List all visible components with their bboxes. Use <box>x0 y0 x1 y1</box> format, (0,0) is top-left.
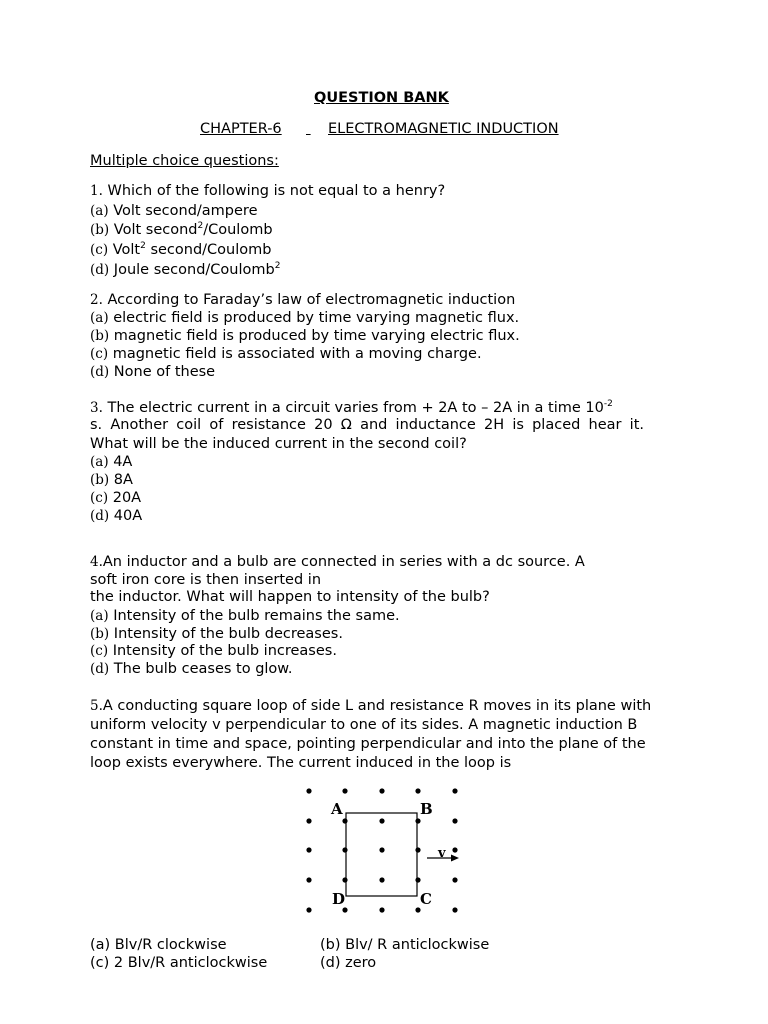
section-heading: Multiple choice questions: <box>90 153 279 169</box>
option-label: (d) <box>90 508 110 524</box>
loop-diagram <box>296 778 472 920</box>
page-title: QUESTION BANK <box>314 90 449 106</box>
option-label: (d) <box>90 364 110 380</box>
option-text: Volt second/ampere <box>113 203 258 219</box>
question-number: 5. <box>90 698 103 714</box>
question-3-line-2: s. Another coil of resistance 20 Ω and inductance 2H is placed hear it. <box>90 417 644 433</box>
option-text: magnetic field is associated with a moving charge. <box>112 346 482 362</box>
question-4 <box>90 554 585 570</box>
option-label: (c) <box>90 643 109 659</box>
option-label: (b) <box>90 222 110 238</box>
question-text: According to Faraday’s law of electromagnetic induction <box>107 292 516 308</box>
question-4-line-2: soft iron core is then inserted in <box>90 572 322 588</box>
option-text: Intensity of the bulb remains the same. <box>113 608 400 624</box>
question-1 <box>90 183 445 199</box>
q5-option-b: (b) Blv/ R anticlockwise <box>320 937 490 953</box>
q3-option-d <box>90 508 142 524</box>
option-label: (c) <box>90 346 109 362</box>
option-text: The bulb ceases to glow. <box>113 661 293 677</box>
question-text: The electric current in a circuit varies from + 2A to – 2A in a time $10^{-2}$ <box>107 399 613 416</box>
question-4-line-3: the inductor. What will happen to intensity of the bulb? <box>90 589 490 605</box>
corner-label-c: C <box>420 890 432 908</box>
option-text: electric field is produced by time varying magnetic flux. <box>113 310 520 326</box>
option-text: Intensity of the bulb decreases. <box>113 626 343 642</box>
option-label: (a) <box>90 608 109 624</box>
question-5-line-4: loop exists everywhere. The current induced in the loop is <box>90 755 512 771</box>
option-text: Volt second$^2$/Coulomb <box>113 221 273 238</box>
option-text: 4A <box>113 454 133 470</box>
option-text: Volt$^2$ second/Coulomb <box>112 241 272 258</box>
field-dots <box>306 788 457 912</box>
option-text: 8A <box>113 472 133 488</box>
option-label: (b) <box>90 626 110 642</box>
q2-option-b <box>90 328 520 344</box>
option-label: (a) <box>90 454 109 470</box>
q3-option-c <box>90 490 141 506</box>
question-2 <box>90 292 515 308</box>
question-number: 3. <box>90 400 103 416</box>
q1-option-a <box>90 203 258 219</box>
q1-option-b <box>90 222 273 238</box>
option-text: Intensity of the bulb increases. <box>112 643 337 659</box>
q2-option-c <box>90 346 482 362</box>
question-text: An inductor and a bulb are connected in series with a dc source. A <box>102 554 585 570</box>
option-text: 40A <box>113 508 143 524</box>
velocity-label: v <box>438 846 446 861</box>
question-number: 1. <box>90 183 103 199</box>
option-label: (a) <box>90 310 109 326</box>
square-loop <box>346 813 417 896</box>
q5-option-a: (a) Blv/R clockwise <box>90 937 227 953</box>
chapter-number: CHAPTER-6 <box>200 121 282 137</box>
q2-option-d <box>90 364 215 380</box>
question-3 <box>90 400 613 416</box>
option-text: magnetic field is produced by time varying electric flux. <box>113 328 520 344</box>
chapter-gap <box>306 121 328 137</box>
q3-option-b <box>90 472 133 488</box>
question-text: A conducting square loop of side L and resistance R moves in its plane with <box>102 698 652 714</box>
option-label: (d) <box>90 661 110 677</box>
question-number: 4. <box>90 554 103 570</box>
option-text: 20A <box>112 490 142 506</box>
q1-option-c <box>90 242 271 258</box>
q4-option-d <box>90 661 292 677</box>
option-label: (a) <box>90 203 109 219</box>
option-label: (d) <box>90 262 110 278</box>
option-label: (c) <box>90 490 109 506</box>
option-text: Joule second/Coulomb$^2$ <box>113 261 281 278</box>
question-number: 2. <box>90 292 103 308</box>
q4-option-b <box>90 626 343 642</box>
q1-option-d <box>90 262 280 278</box>
q3-option-a <box>90 454 132 470</box>
corner-label-d: D <box>332 890 346 908</box>
option-label: (b) <box>90 328 110 344</box>
corner-label-a: A <box>331 800 343 818</box>
q4-option-a <box>90 608 400 624</box>
option-label: (b) <box>90 472 110 488</box>
question-5-line-2: uniform velocity v perpendicular to one of its sides. A magnetic induction B <box>90 717 638 733</box>
q5-option-c: (c) 2 Blv/R anticlockwise <box>90 955 268 971</box>
chapter-topic: ELECTROMAGNETIC INDUCTION <box>328 121 559 137</box>
question-5-line-3: constant in time and space, pointing perpendicular and into the plane of the <box>90 736 646 752</box>
option-text: None of these <box>113 364 216 380</box>
q5-option-d: (d) zero <box>320 955 377 971</box>
question-3-line-3: What will be the induced current in the second coil? <box>90 436 467 452</box>
corner-label-b: B <box>420 800 433 818</box>
question-5 <box>90 698 651 714</box>
question-text: Which of the following is not equal to a henry? <box>107 183 446 199</box>
q4-option-c <box>90 643 337 659</box>
q2-option-a <box>90 310 519 326</box>
option-label: (c) <box>90 242 109 258</box>
